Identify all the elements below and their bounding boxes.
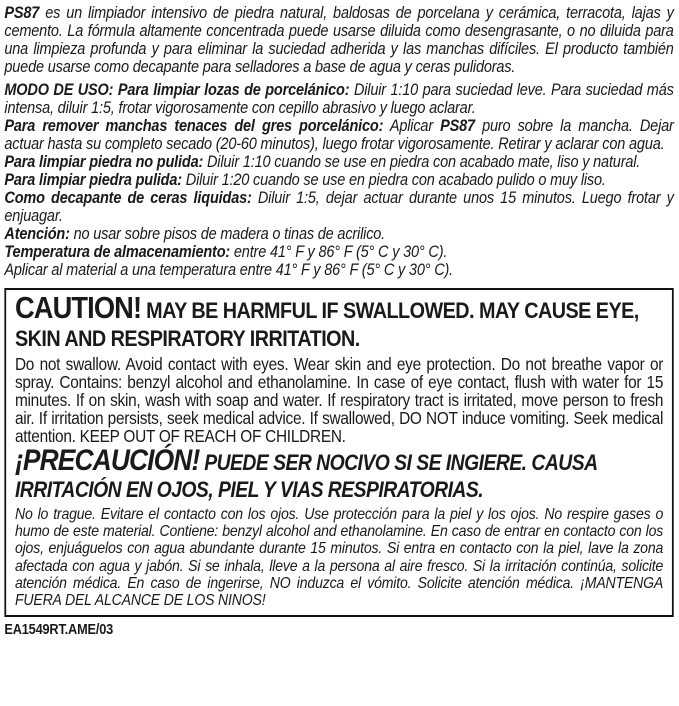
usage-paragraph-piedra-no-pulida: Para limpiar piedra no pulida: Diluir 1:10 cuando se use en piedra con acabado mate, liso y natural. (4, 153, 641, 171)
caution-body-text: Do not swallow. Avoid contact with eyes. Wear skin and eye protection. Do not breathe vapor or spray. Contains: benzyl alcohol and ethanolamine. In case of eye contact, flush with water for 15 minutes. If on skin, wash with soap and water. If respiratory tract is irritated, move person to fresh air. If irritation persists, seek medical advice. If swallowed, DO NOT induce vomiting. Seek medical attention. KEEP OUT OF REACH OF CHILDREN. (14, 354, 664, 446)
usage-paragraph-decapante-ceras: Como decapante de ceras liquidas: Diluir 1:5, dejar actuar durante unos 15 minutos. Luego frotar y enjuagar. (4, 189, 674, 225)
usage-paragraph-atencion: Atención: no usar sobre pisos de madera o tinas de acrilico. (4, 225, 386, 243)
warning-box (4, 288, 673, 617)
instructions-section (4, 4, 673, 279)
usage-paragraph-aplicar-material: Aplicar al material a una temperatura entre 41° F y 86° F (5° C y 30° C). (4, 261, 454, 279)
intro-paragraph: PS87 es un limpiador intensivo de piedra natural, baldosas de porcelana y cerámica, terracota, lajas y cemento. La fórmula altamente concentrada puede usarse diluida como desengrasante, o no diluida para una limpieza profunda y para eliminar la suciedad adherida y las manchas difíciles. El producto también puede usarse como decapante para selladores a base de agua y ceras pulidoras. (4, 4, 674, 76)
usage-paragraph-temperatura: Temperatura de almacenamiento: entre 41° F y 86° F (5° C y 30° C). (4, 243, 448, 261)
caution-subtitle: MAY BE HARMFUL IF SWALLOWED. MAY CAUSE EYE, SKIN AND RESPIRATORY IRRITATION. (14, 298, 639, 351)
product-code: EA1549RT.AME/03 (4, 622, 114, 639)
precaucion-body-text: No lo trague. Evitare el contacto con los ojos. Use protección para la piel y los ojos. No respire gases o humo de este material. Contiene: benzyl alcohol and ethanolamine. En caso de entrar en contacto con los ojos, enjuáguelos con agua abundante durante 15 minutos. Si entra en contacto con la piel, lave la zona afectada con agua y jabón. Si se inhala, lleve a la persona al aire fresco. Si la irritación continúa, solicite atención médica. En caso de ingerirse, NO induzca el vómito. Solicite atención médica. ¡MANTENGA FUERA DEL ALCANCE DE LOS NINOS! (14, 506, 664, 610)
precaucion-heading (14, 444, 663, 505)
usage-paragraph-manchas-tenaces: Para remover manchas tenaces del gres porcelánico: Aplicar PS87 puro sobre la mancha. Dejar actuar hasta su completo secado (20-60 minutos), luego frotar vigorosamente. Retirar y aclarar con agua. (4, 117, 674, 153)
precaucion-subtitle: PUEDE SER NOCIVO SI SE INGIERE. CAUSA IRRITACIÓN EN OJOS, PIEL Y VIAS RESPIRATORIAS. (14, 450, 597, 502)
precaucion-title: ¡PRECAUCIÓN! (14, 444, 200, 477)
usage-paragraph-piedra-pulida: Para limpiar piedra pulida: Diluir 1:20 cuando se use en piedra con acabado pulido o muy liso. (4, 171, 606, 189)
caution-title: CAUTION! (14, 290, 142, 325)
caution-heading (14, 290, 663, 354)
usage-paragraph-modo-de-uso: MODO DE USO: Para limpiar lozas de porcelánico: Diluir 1:10 para suciedad leve. Para suciedad más intensa, diluir 1:5, frotar vigorosamente con cepillo abrasivo y luego aclarar. (4, 81, 674, 117)
